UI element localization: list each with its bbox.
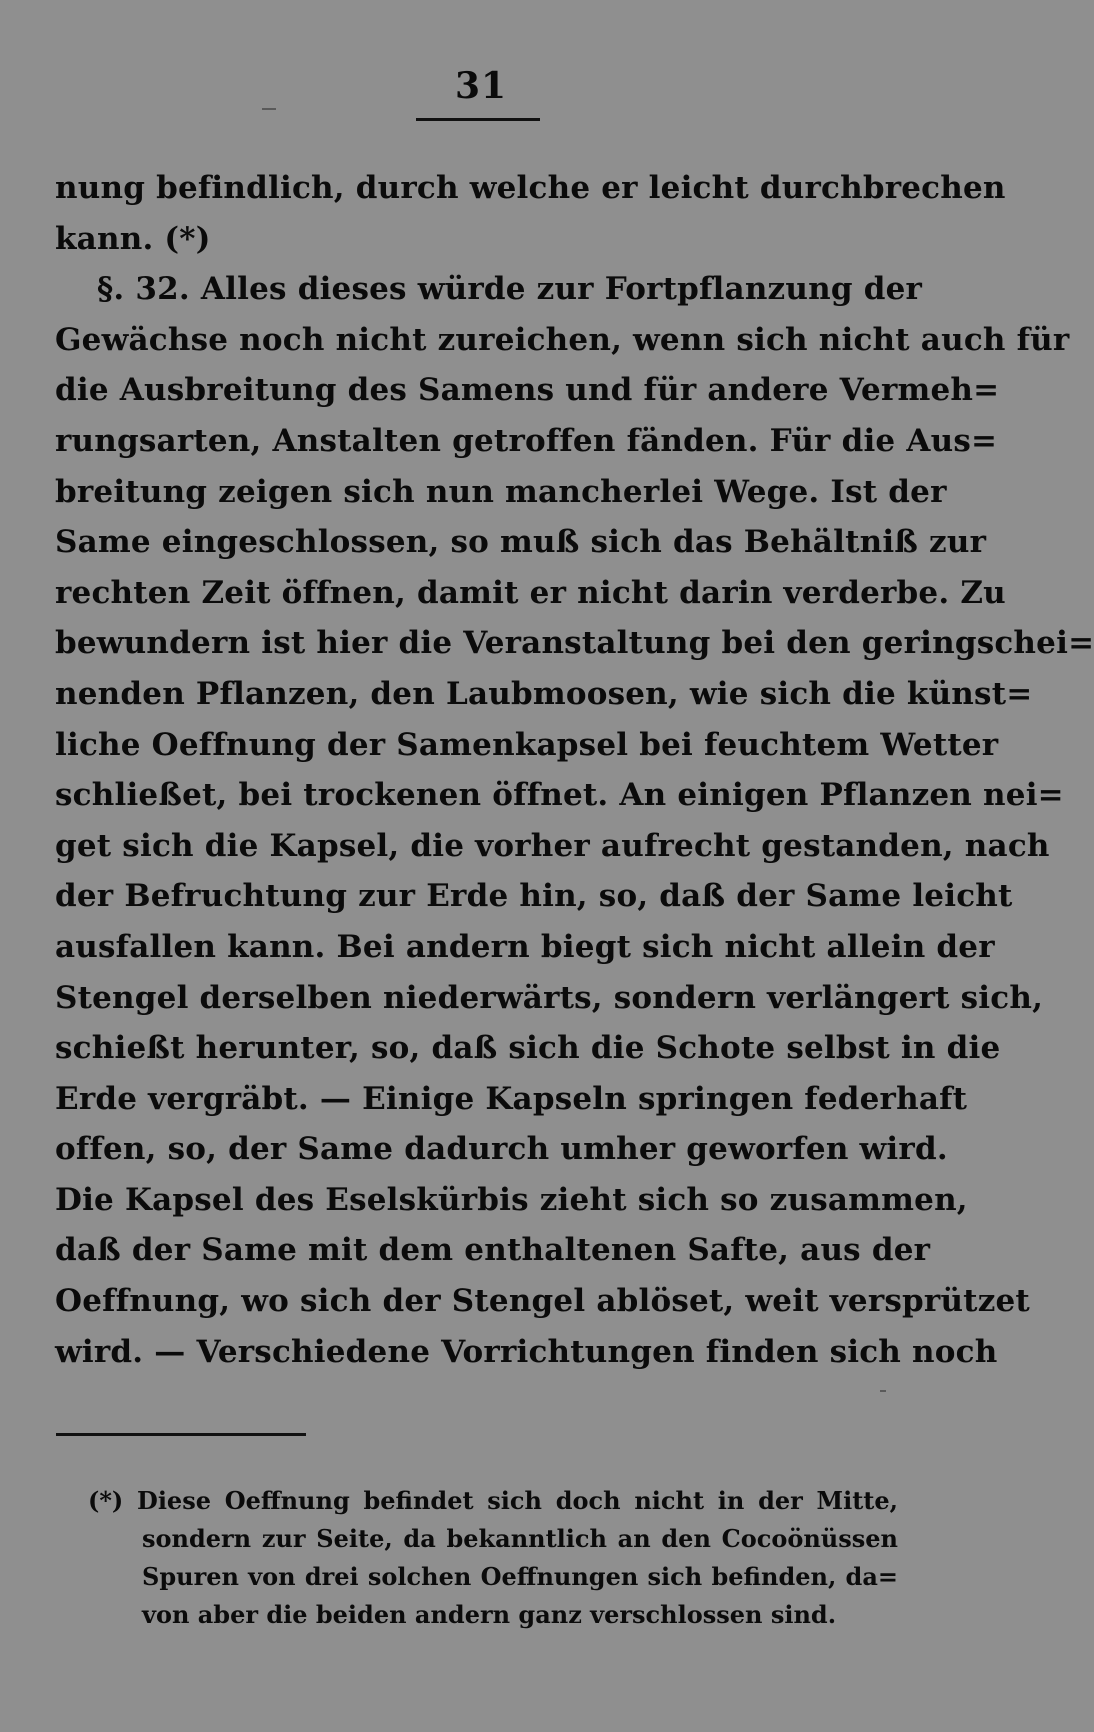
body-line: Die Kapsel des Eselskürbis zieht sich so zusammen, — [55, 1181, 968, 1218]
body-line: get sich die Kapsel, die vorher aufrecht gestanden, nach — [55, 827, 1050, 864]
body-line: liche Oeffnung der Samenkapsel bei feuchtem Wetter — [55, 726, 999, 763]
body-line: nenden Pflanzen, den Laubmoosen, wie sich die künst= — [55, 675, 1033, 712]
body-line: Stengel derselben niederwärts, sondern verlängert sich, — [55, 979, 1044, 1016]
body-line: daß der Same mit dem enthaltenen Safte, aus der — [55, 1232, 931, 1269]
body-line: die Ausbreitung des Samens und für andere Vermeh= — [55, 372, 1000, 409]
body-line: ausfallen kann. Bei andern biegt sich nicht allein der — [55, 928, 995, 965]
footnote-rule — [56, 1433, 306, 1436]
body-line: Oeffnung, wo sich der Stengel ablöset, weit versprützet — [55, 1283, 1030, 1320]
page-number: 31 — [455, 65, 508, 107]
body-line: wird. — Verschiedene Vorrichtungen finden sich noch — [55, 1333, 998, 1370]
print-speck — [262, 108, 276, 110]
body-line: offen, so, der Same dadurch umher geworfen wird. — [55, 1131, 948, 1168]
footnote-line: Spuren von drei solchen Oeffnungen sich befinden, da= — [142, 1562, 898, 1591]
body-line: bewundern ist hier die Veranstaltung bei den geringschei= — [55, 625, 1094, 662]
print-speck — [880, 1390, 886, 1392]
header-rule — [416, 118, 540, 121]
body-line: Gewächse noch nicht zureichen, wenn sich nicht auch für — [55, 321, 1070, 358]
footnote-line: von aber die beiden andern ganz verschlossen sind. — [142, 1600, 837, 1629]
body-line: rechten Zeit öffnen, damit er nicht darin verderbe. Zu — [55, 574, 1006, 611]
body-line: Erde vergräbt. — Einige Kapseln springen federhaft — [55, 1080, 968, 1117]
body-line: schließet, bei trockenen öffnet. An einigen Pflanzen nei= — [55, 777, 1064, 814]
footnote-line: sondern zur Seite, da bekanntlich an den Cocoönüssen — [142, 1524, 898, 1553]
body-line: breitung zeigen sich nun mancherlei Wege. Ist der — [55, 473, 947, 510]
body-text — [55, 163, 1094, 1378]
section-heading-line: §. 32. Alles dieses würde zur Fortpflanzung der — [97, 271, 923, 308]
body-line: Same eingeschlossen, so muß sich das Behältniß zur — [55, 524, 987, 561]
body-line: schießt herunter, so, daß sich die Schote selbst in die — [55, 1030, 1001, 1067]
body-line: der Befruchtung zur Erde hin, so, daß der Same leicht — [55, 878, 1013, 915]
footnote — [88, 1482, 898, 1642]
body-line: rungsarten, Anstalten getroffen fänden. Für die Aus= — [55, 422, 998, 459]
body-line: nung befindlich, durch welche er leicht durchbrechen — [55, 170, 1006, 206]
footnote-line: (*) Diese Oeffnung befindet sich doch nicht in der Mitte, — [88, 1486, 898, 1515]
body-line: kann. (*) — [55, 220, 211, 257]
